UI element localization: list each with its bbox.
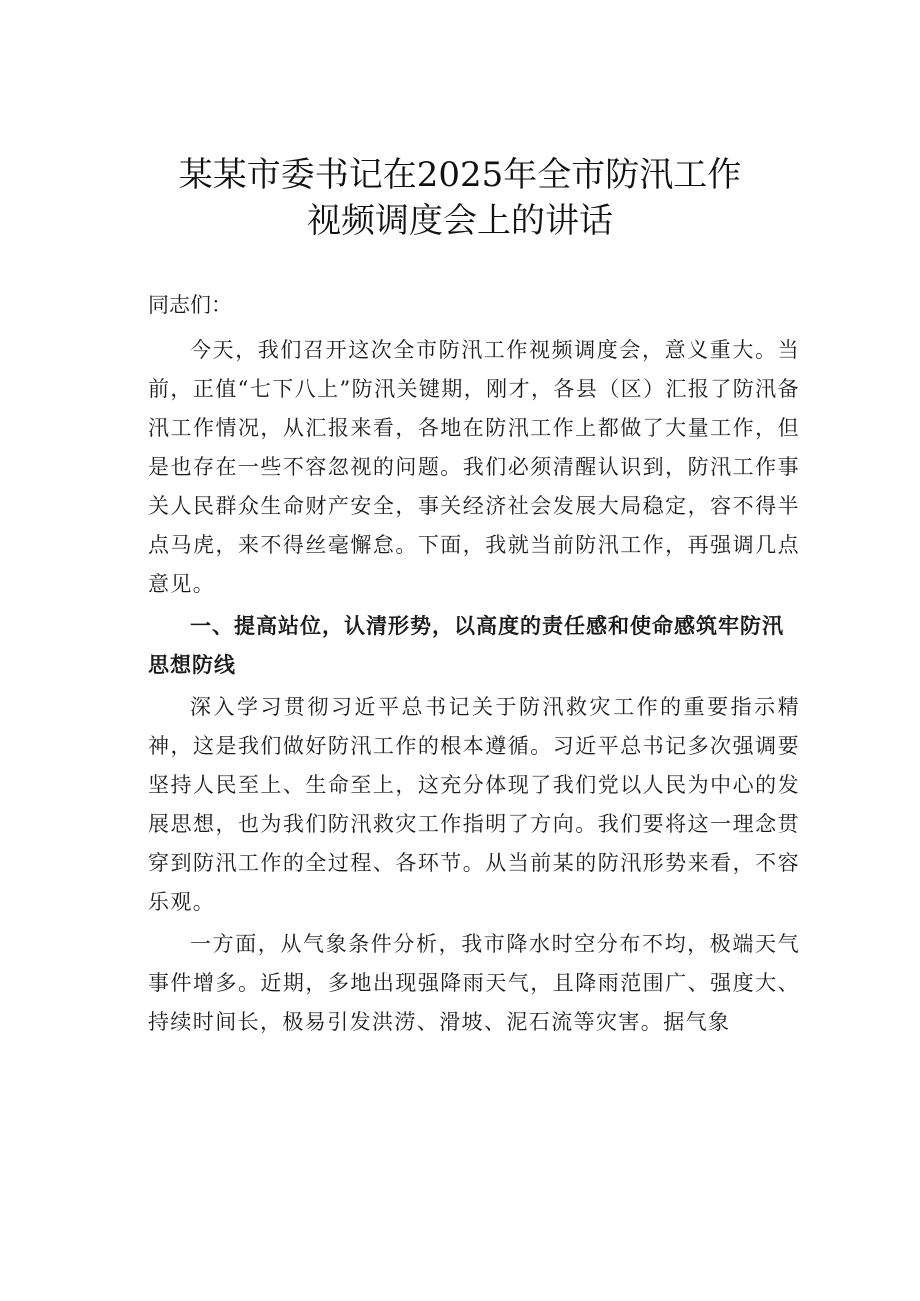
title-line-2: 视频调度会上的讲话 [307,201,613,241]
salutation: 同志们： [148,293,232,317]
document-title [0,152,920,244]
section-1-paragraph-2: 一方面，从气象条件分析，我市降水时空分布不均，极端天气事件增多。近期，多地出现强降雨天气，且降雨范围广、强度大、持续时间长，极易引发洪涝、滑坡、泥石流等灾害。据气象 [148,932,800,1034]
intro-paragraph: 今天，我们召开这次全市防汛工作视频调度会，意义重大。当前，正值“七下八上”防汛关键期，刚才，各县（区）汇报了防汛备汛工作情况，从汇报来看，各地在防汛工作上都做了大量工作，但是也存在一些不容忽视的问题。我们必须清醒认识到，防汛工作事关人民群众生命财产安全，事关经济社会发展大局稳定，容不得半点马虎，来不得丝毫懈怠。下面，我就当前防汛工作，再强调几点意见。 [148,338,800,596]
document-body [148,286,800,1045]
section-heading-1: 一、提高站位，认清形势，以高度的责任感和使命感筑牢防汛思想防线 [148,614,784,677]
section-1-paragraph-1: 深入学习贯彻习近平总书记关于防汛救灾工作的重要指示精神，这是我们做好防汛工作的根本遵循。习近平总书记多次强调要坚持人民至上、生命至上，这充分体现了我们党以人民为中心的发展思想，也为我们防汛救灾工作指明了方向。我们要将这一理念贯穿到防汛工作的全过程、各环节。从当前某的防汛形势来看，不容乐观。 [148,695,800,914]
title-line-1: 某某市委书记在2025年全市防汛工作 [178,155,742,195]
